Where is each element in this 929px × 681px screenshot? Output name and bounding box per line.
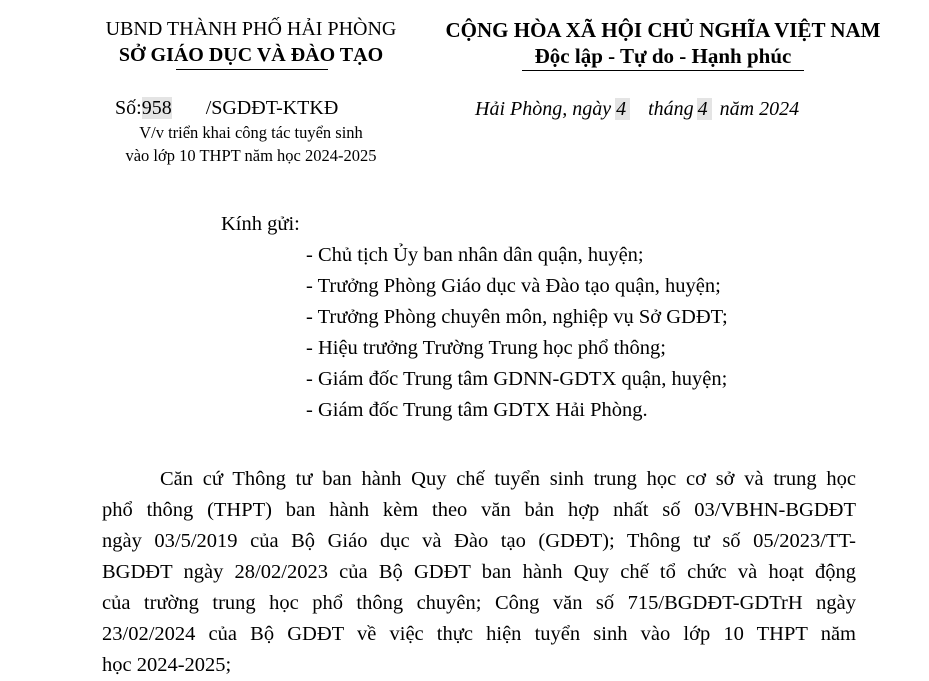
doc-number-line <box>115 97 338 120</box>
agency-underline <box>176 69 328 70</box>
doc-number: 958 <box>141 97 172 119</box>
paragraph-line: phổ thông (THPT) ban hành kèm theo văn bản hợp nhất số 03/VBHN-BGDĐT <box>102 499 856 521</box>
nation-title: CỘNG HÒA XÃ HỘI CHỦ NGHĨA VIỆT NAM <box>445 18 881 42</box>
subject-line-2: vào lớp 10 THPT năm học 2024-2025 <box>125 146 377 165</box>
recipient-item: - Trưởng Phòng Giáo dục và Đào tạo quận, huyện; <box>306 275 721 297</box>
paragraph-line: 23/02/2024 của Bộ GDĐT về việc thực hiện tuyển sinh vào lớp 10 THPT năm <box>102 623 856 645</box>
paragraph-line: Căn cứ Thông tư ban hành Quy chế tuyển sinh trung học cơ sở và trung học <box>160 468 856 490</box>
subject-line-1: V/v triển khai công tác tuyển sinh <box>139 123 363 142</box>
paragraph-line: học 2024-2025; <box>102 654 232 676</box>
recipient-item: - Trưởng Phòng chuyên môn, nghiệp vụ Sở GDĐT; <box>306 306 728 328</box>
date-line <box>475 98 799 121</box>
recipient-item: - Giám đốc Trung tâm GDNN-GDTX quận, huyện; <box>306 368 728 390</box>
body-paragraph <box>102 464 856 681</box>
date-year: năm 2024 <box>719 98 800 120</box>
paragraph-line: của trường trung học phổ thông chuyên; Công văn số 715/BGDĐT-GDTrH ngày <box>102 592 856 614</box>
recipient-item: - Giám đốc Trung tâm GDTX Hải Phòng. <box>306 399 648 421</box>
recipient-item: - Hiệu trưởng Trường Trung học phổ thông; <box>306 337 666 359</box>
date-month-label: tháng <box>648 98 694 120</box>
doc-number-label: Số: <box>115 97 142 119</box>
agency-name: SỞ GIÁO DỤC VÀ ĐÀO TẠO <box>118 44 384 66</box>
motto-underline <box>522 70 804 71</box>
paragraph-line: ngày 03/5/2019 của Bộ Giáo dục và Đào tạo (GDĐT); Thông tư số 05/2023/TT- <box>102 530 856 552</box>
agency-parent: UBND THÀNH PHỐ HẢI PHÒNG <box>105 18 397 40</box>
date-month: 4 <box>697 98 712 120</box>
date-place: Hải Phòng, ngày <box>475 98 612 120</box>
paragraph-line: BGDĐT ngày 28/02/2023 của Bộ GDĐT ban hành Quy chế tổ chức và hoạt động <box>102 561 856 583</box>
recipients-label: Kính gửi: <box>221 213 300 235</box>
date-day: 4 <box>615 98 630 120</box>
motto: Độc lập - Tự do - Hạnh phúc <box>534 44 792 68</box>
doc-number-suffix: /SGDĐT-KTKĐ <box>205 97 339 119</box>
recipient-item: - Chủ tịch Ủy ban nhân dân quận, huyện; <box>306 244 644 266</box>
